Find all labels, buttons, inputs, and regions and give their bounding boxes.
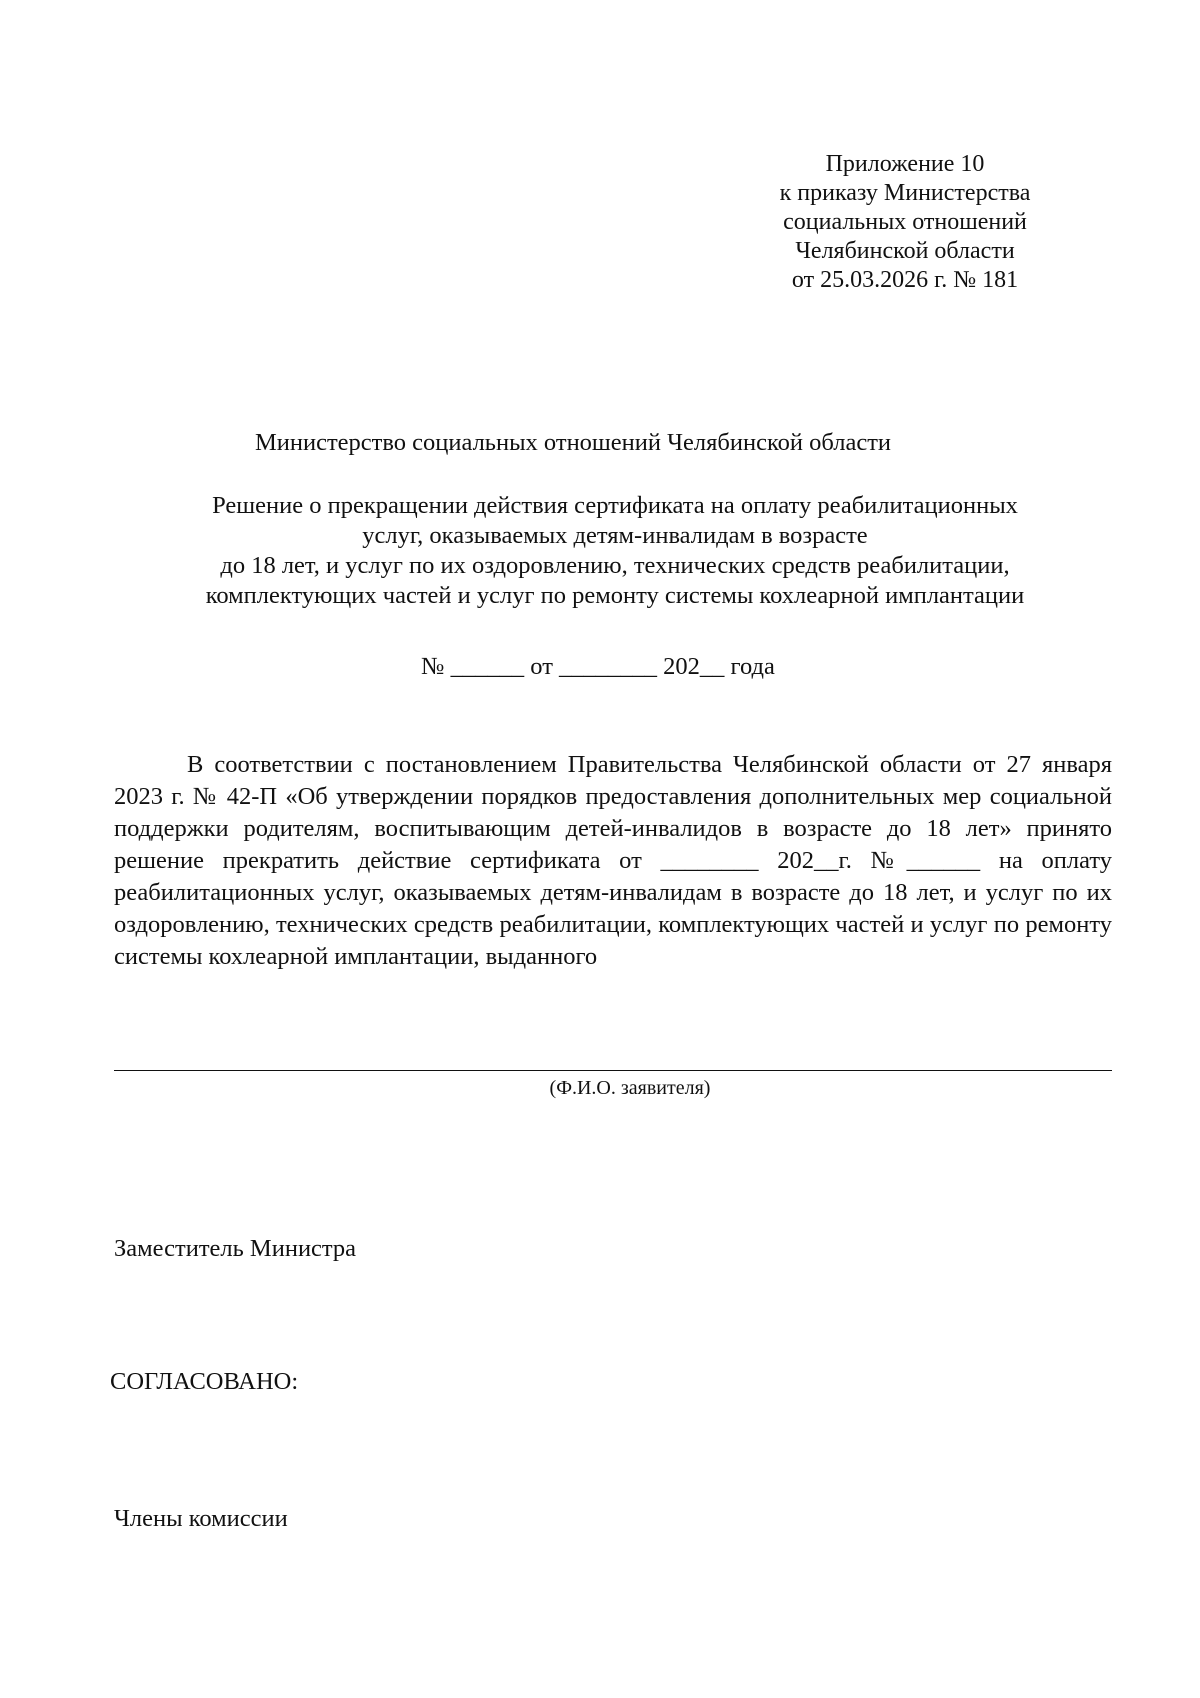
decision-title-line: комплектующих частей и услуг по ремонту системы кохлеарной имплантации: [205, 582, 1025, 609]
decision-body-text: В соответствии с постановлением Правительства Челябинской области от 27 января 2023 г. № 42-П «Об утверждении порядков предоставления дополнительных мер социальной поддержки родителям, воспитывающим детей-инвалидов в возрасте до 18 лет» принято решение прекратить действие сертификата от ________ 202__г. №______ на оплату реабилитационных услуг, оказываемых детям-инвалидам в возрасте до 18 лет, и услуг по их оздоровлению, технических средств реабилитации, комплектующих частей и услуг по ремонту системы кохлеарной имплантации, выданного: [114, 751, 1112, 970]
decision-title-line: услуг, оказываемых детям-инвалидам в возрасте: [362, 522, 868, 549]
appendix-block: [760, 150, 1050, 295]
agreed-label: СОГЛАСОВАНО:: [110, 1368, 299, 1395]
appendix-line: к приказу Министерства: [779, 180, 1031, 206]
decision-title-line: до 18 лет, и услуг по их оздоровлению, технических средств реабилитации,: [220, 552, 1010, 579]
deputy-minister-label: Заместитель Министра: [114, 1235, 357, 1262]
ministry-name: Министерство социальных отношений Челябинской области: [254, 429, 892, 456]
appendix-line: социальных отношений: [783, 209, 1027, 235]
applicant-signature-line: [114, 1070, 1112, 1071]
applicant-caption: (Ф.И.О. заявителя): [549, 1077, 711, 1099]
commission-members-label: Члены комиссии: [114, 1505, 288, 1532]
decision-number-line: № ______ от ________ 202__ года: [421, 653, 775, 680]
appendix-line: от 25.03.2026 г. № 181: [791, 267, 1019, 293]
appendix-line: Приложение 10: [825, 151, 985, 177]
appendix-line: Челябинской области: [795, 238, 1015, 264]
decision-title-line: Решение о прекращении действия сертификата на оплату реабилитационных: [212, 492, 1018, 519]
decision-title: [140, 491, 1090, 611]
